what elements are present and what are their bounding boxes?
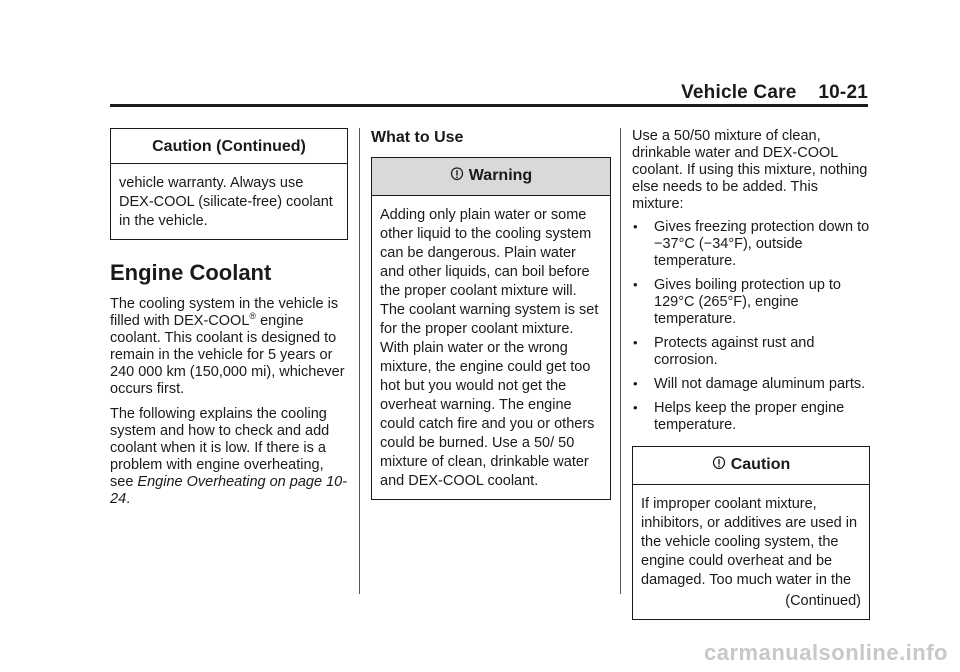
column-1 (110, 128, 348, 516)
warning-body: Adding only plain water or some other liquid to the cooling system can be dangerous. Plain water and other liquids, can boil before the proper coolant mixture will. The coolant warning system is set for the proper coolant mixture. With plain water or the wrong mixture, the engine could get too hot but you would not get the overheat warning. The engine could catch fire and you or others could be burned. Use a 50/ 50 mixture of clean, drinkable water and DEX-COOL coolant. (380, 207, 599, 489)
header-rule (110, 104, 868, 107)
paragraph-text: engine coolant. This coolant is designed to remain in the vehicle for 5 years or 240 000 km (150,000 mi), whichever occurs first. (110, 313, 345, 397)
paragraph-text: The following explains the cooling system and how to check and add coolant when it is low. If there is a problem with engine overheating, see (110, 406, 330, 490)
continued-label: (Continued) (785, 593, 861, 609)
warning-icon (450, 167, 464, 187)
bullet-icon: • (633, 376, 638, 391)
subheading-what-to-use: What to Use (371, 129, 464, 146)
list-item-text: Gives freezing protection down to −37°C (−34°F), outside temperature. (654, 219, 870, 269)
paragraph-cooling-system (110, 406, 348, 508)
caution-title: Caution (730, 456, 791, 473)
list-item (632, 400, 870, 434)
caution-icon (712, 456, 726, 476)
caution-title-bar (633, 447, 869, 485)
column-divider-1 (359, 128, 360, 594)
bullet-icon: • (633, 277, 638, 292)
list-item-text: Helps keep the proper engine temperature. (654, 400, 845, 433)
bullet-icon: • (633, 219, 638, 234)
list-item (632, 376, 870, 393)
cross-reference-link[interactable]: Engine Overheating on page 10-24 (110, 474, 348, 507)
warning-title: Warning (468, 167, 533, 184)
paragraph-coolant-intro (110, 296, 348, 398)
list-item (632, 277, 870, 328)
registered-mark: ® (249, 311, 257, 322)
caution-continued-title: Caution (Continued) (111, 129, 347, 164)
mixture-benefits-list (632, 219, 870, 434)
section-title-engine-coolant: Engine Coolant (110, 260, 272, 285)
warning-title-bar (372, 158, 610, 196)
caution-box (632, 446, 870, 620)
list-item (632, 335, 870, 369)
caution-body: If improper coolant mixture, inhibitors, or additives are used in the vehicle cooling system, the engine could overheat and be damaged. Too much water in the (641, 496, 858, 588)
paragraph-mixture-intro: Use a 50/50 mixture of clean, drinkable water and DEX-COOL coolant. If using this mixture, nothing else needs to be added. This mixture: (632, 128, 868, 212)
warning-box (371, 157, 611, 500)
caution-continued-box (110, 128, 348, 240)
paragraph-text: . (126, 491, 131, 507)
bullet-icon: • (633, 335, 638, 350)
column-divider-2 (620, 128, 621, 594)
column-2 (371, 128, 611, 500)
paragraph-text: The cooling system in the vehicle is filled with DEX-COOL (110, 296, 339, 329)
list-item (632, 219, 870, 270)
watermark: carmanualsonline.info (704, 640, 948, 665)
page-header-title: Vehicle Care 10-21 (681, 82, 868, 103)
caution-continued-body: vehicle warranty. Always use DEX-COOL (silicate-free) coolant in the vehicle. (119, 175, 333, 229)
list-item-text: Will not damage aluminum parts. (654, 376, 866, 392)
list-item-text: Gives boiling protection up to 129°C (265°F), engine temperature. (654, 277, 841, 327)
column-3 (632, 128, 870, 620)
bullet-icon: • (633, 400, 638, 415)
list-item-text: Protects against rust and corrosion. (654, 335, 815, 368)
